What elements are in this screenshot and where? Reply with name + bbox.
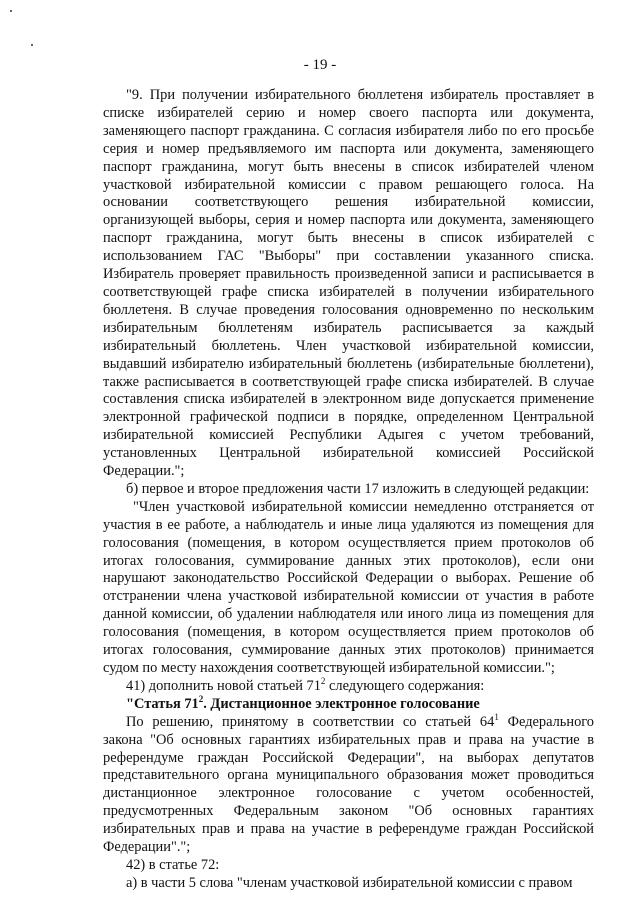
remote-superscript: 1 xyxy=(494,711,499,722)
document-body xyxy=(103,87,594,893)
paragraph-b-part-17: б) первое и второе предложения части 17 изложить в следующей редакции: xyxy=(126,480,590,497)
item41-text-b: следующего содержания: xyxy=(325,677,485,694)
item41-superscript: 2 xyxy=(320,676,326,687)
paragraph-remote-voting xyxy=(103,711,595,857)
scan-speck xyxy=(31,44,33,46)
item41-text-a: 41) дополнить новой статьей 71 xyxy=(126,677,321,694)
paragraph-item-42-a: а) в части 5 слова "членам участковой избирательной комиссии с правом xyxy=(126,874,573,891)
paragraph-removal-quote: "Член участковой избирательной комиссии немедленно отстраняется от участия в ее работе, а наблюдатель и иные лица удаляются из помещения для голосования (помещения, в котором осуществляется прием протоколов об итогах голосования, суммирование данных этих протоколов), если они нарушают законодательство Российской Федерации о выборах. Решение об отстранении члена участковой избирательной комиссии от участия в работе данной комиссии, об удалении наблюдателя или иного лица из помещения для голосования (помещения, в котором осуществляется прием протоколов об итогах голосования, суммирование данных этих протоколов) принимается судом по месту нахождения соответствующей избирательной комиссии."; xyxy=(103,498,594,676)
scan-speck xyxy=(10,10,12,12)
page-number: - 19 - xyxy=(303,57,337,73)
remote-text-b: Федерального закона "Об основных гарантиях избирательных прав и права на участие в референдуме граждан Российской Федерации", на выборах депутатов представительного органа муниципального образования может проводиться дистанционное электронное голосование с учетом особенностей, предусмотренных Федеральным законом "Об основных гарантиях избирательных прав и права на участие в референдуме граждан Российской Федерации"."; xyxy=(103,713,595,856)
heading-text-b: . Дистанционное электронное голосование xyxy=(203,695,480,712)
heading-superscript: 2 xyxy=(198,694,204,705)
heading-text-a: "Статья 71 xyxy=(126,695,199,712)
paragraph-item-9: "9. При получении избирательного бюллетеня избиратель проставляет в списке избирателей серию и номер своего паспорта или документа, заменяющего паспорт гражданина. С согласия избирателя либо по его просьбе серия и номер предъявляемого им паспорта или документа, заменяющего паспорт гражданина, могут быть внесены в список избирателей членом участковой избирательной комиссии с правом решающего голоса. На основании соответствующего решения избирательной комиссии, организующей выборы, серия и номер паспорта или документа, заменяющего паспорт гражданина, могут быть внесены в список избирателей с использованием ГАС "Выборы" при составлении указанного списка. Избиратель проверяет правильность произведенной записи и расписывается в соответствующей графе списка избирателей в получении избирательного бюллетеня. В случае проведения голосования одновременно по нескольким избирательным бюллетеням избиратель расписывается за каждый избирательный бюллетень. Член участковой избирательной комиссии, выдавший избирателю избирательный бюллетень (избирательные бюллетени), также расписывается в соответствующей графе списка избирателей. В случае составления списка избирателей в электронном виде допускается применение электронной графической подписи в порядке, определенном Центральной избирательной комиссией Республики Адыгея с учетом требований, установленных Центральной избирательной комиссией Российской Федерации."; xyxy=(103,87,594,480)
remote-text-a: По решению, принятому в соответствии со статьей 64 xyxy=(126,713,495,730)
article-heading xyxy=(103,696,594,714)
paragraph-item-41 xyxy=(103,678,594,696)
paragraph-item-42: 42) в статье 72: xyxy=(126,856,220,873)
